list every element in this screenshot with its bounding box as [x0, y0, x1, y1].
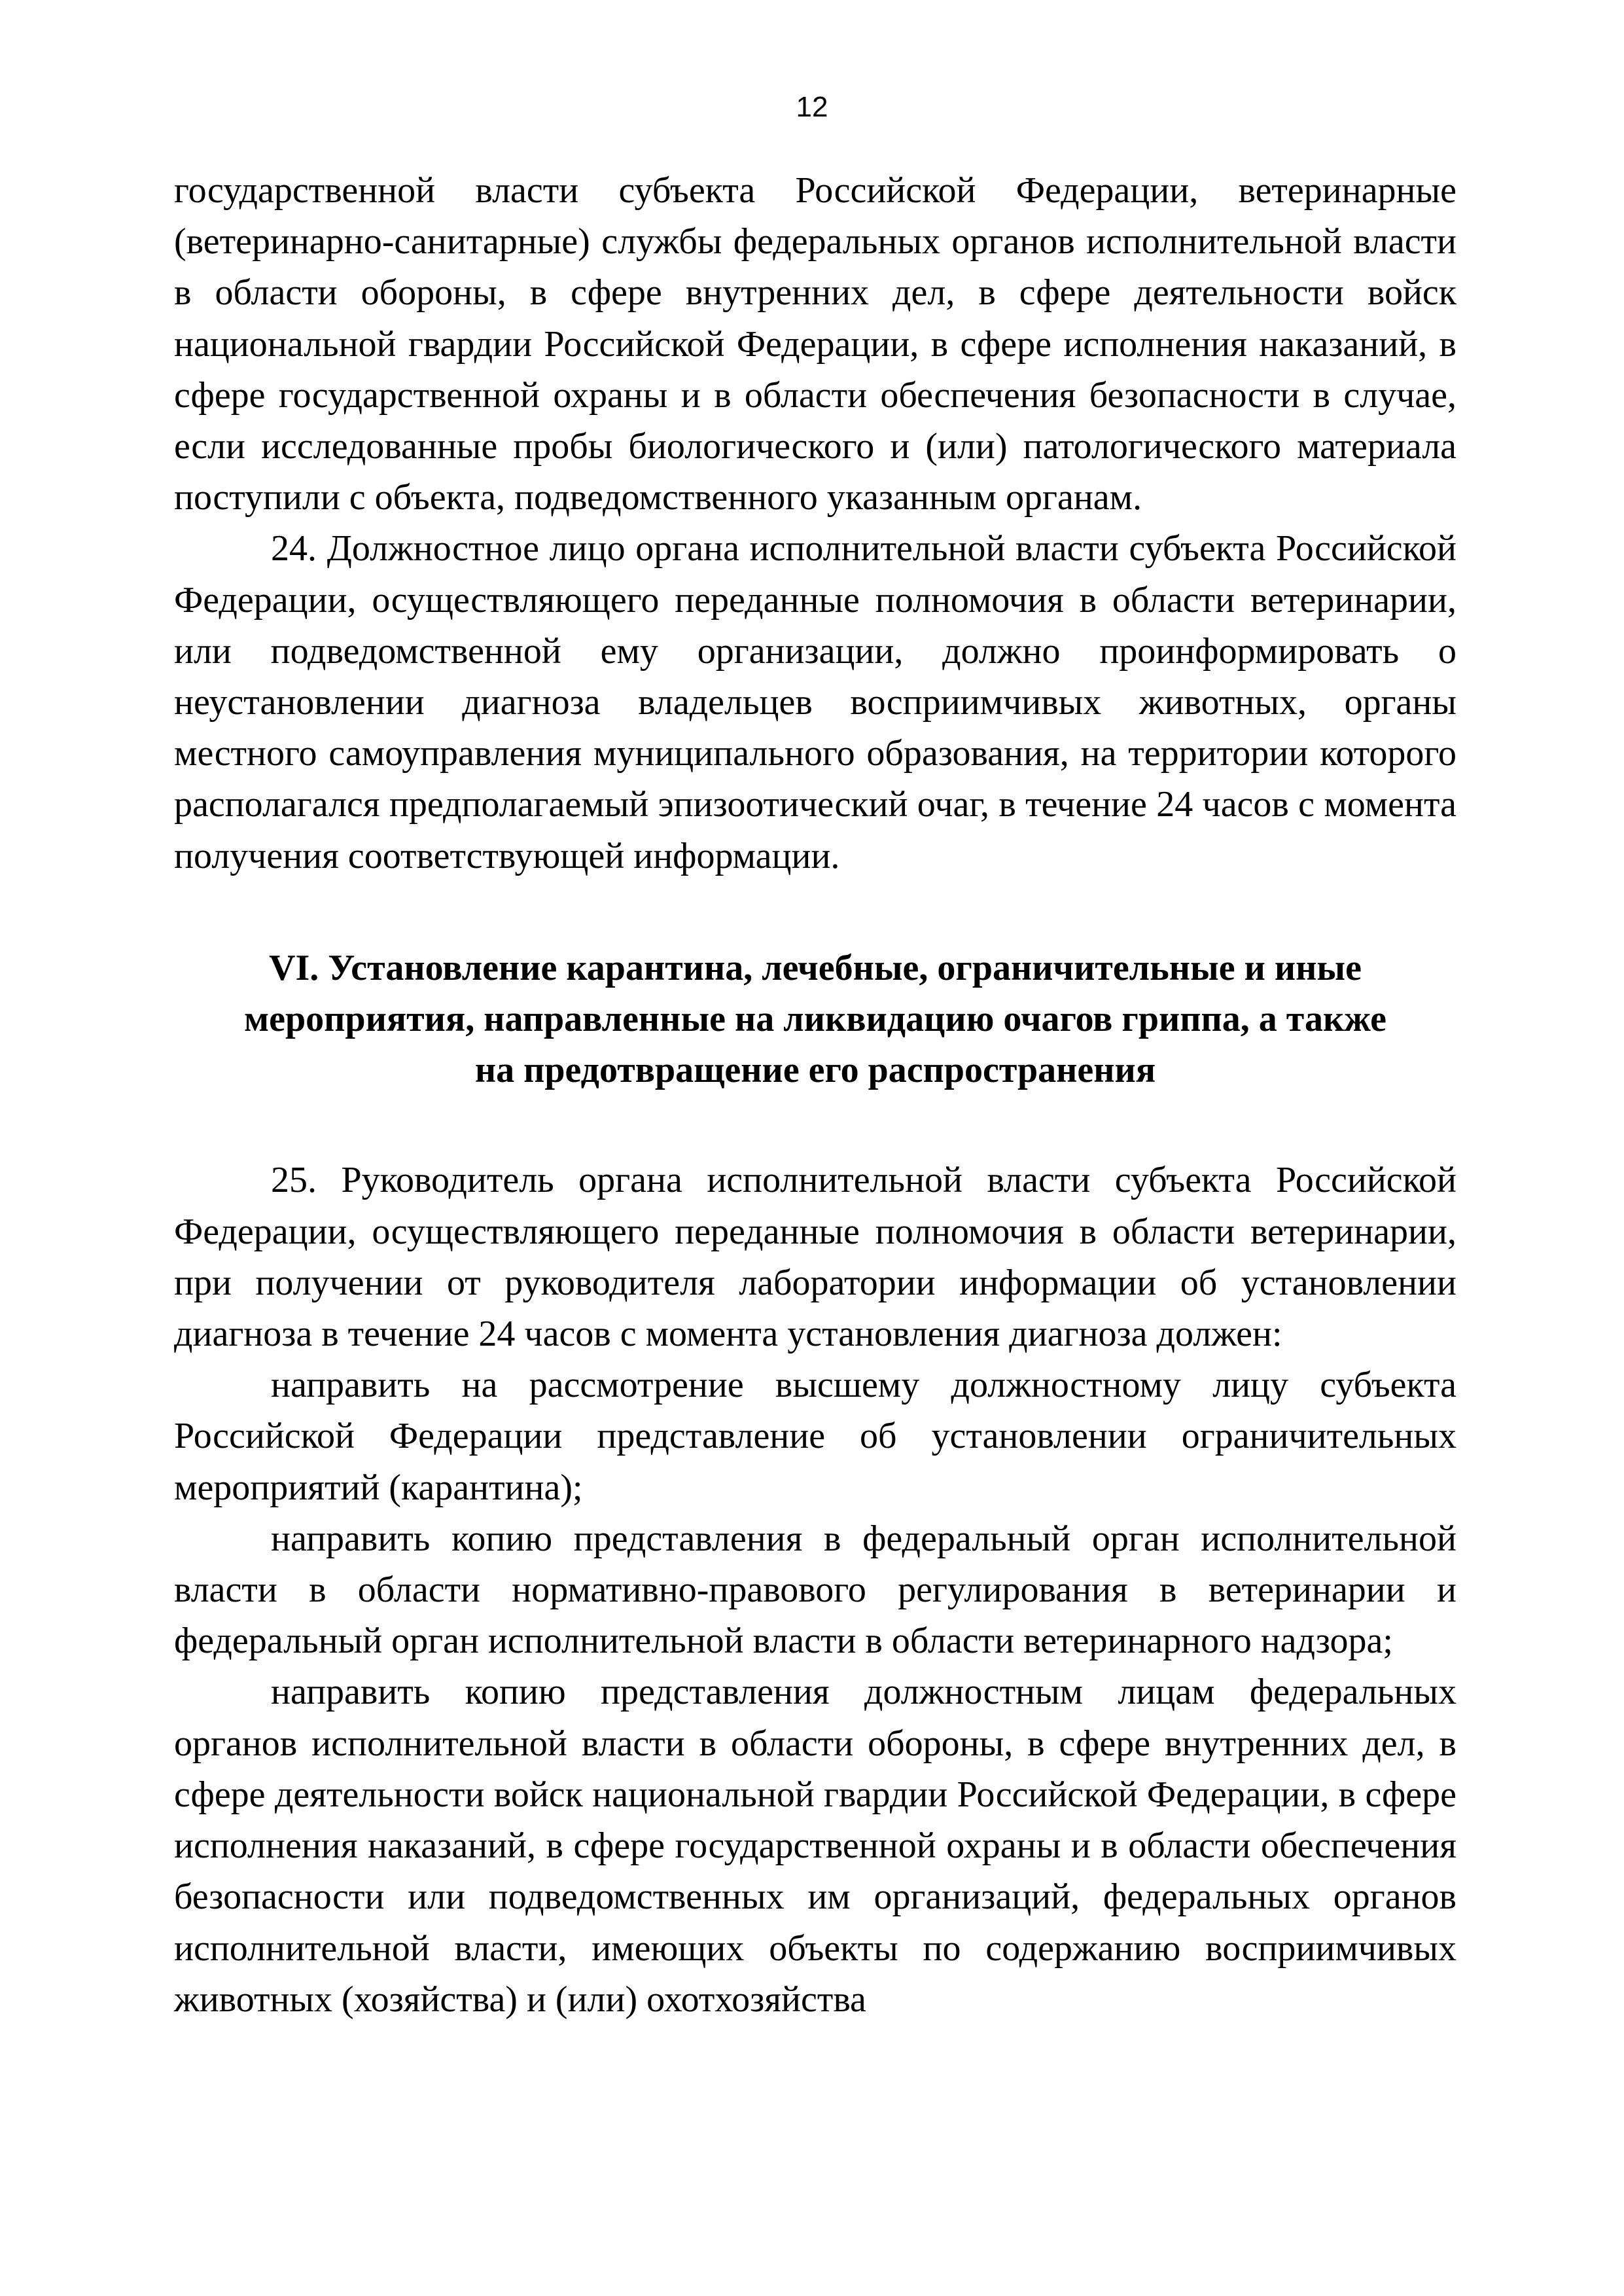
- paragraph-subitem: направить копию представления в федеральный орган исполнительной власти в области нормативно-правового регулирования в ветеринарии и федеральный орган исполнительной власти в области ветеринарного надзора;: [174, 1518, 1456, 1662]
- paragraph-subitem: направить на рассмотрение высшему должностному лицу субъекта Российской Федерации представление об установлении ограничительных мероприятий (карантина);: [174, 1365, 1456, 1508]
- section-heading-line: мероприятия, направленные на ликвидацию очагов гриппа, а также: [244, 999, 1386, 1040]
- section-heading: [174, 942, 1456, 1096]
- section-heading-line: VI. Установление карантина, лечебные, ограничительные и иные: [269, 947, 1362, 988]
- page-number: 12: [796, 91, 828, 123]
- document-body: [174, 165, 1456, 2025]
- paragraph-subitem: направить копию представления должностным лицам федеральных органов исполнительной власти в области обороны, в сфере внутренних дел, в сфере деятельности войск национальной гвардии Российской Федерации, в сфере исполнения наказаний, в сфере государственной охраны и в области обеспечения безопасности или подведомственных им организаций, федеральных органов исполнительной власти, имеющих объекты по содержанию восприимчивых животных (хозяйства) и (или) охотхозяйства: [174, 1672, 1456, 2020]
- paragraph-item-25: 25. Руководитель органа исполнительной власти субъекта Российской Федерации, осуществляющего переданные полномочия в области ветеринарии, при получении от руководителя лаборатории информации об установлении диагноза в течение 24 часов с момента установления диагноза должен:: [174, 1160, 1456, 1355]
- section-heading-line: на предотвращение его распространения: [474, 1050, 1156, 1091]
- paragraph-item-24: 24. Должностное лицо органа исполнительной власти субъекта Российской Федерации, осуществляющего переданные полномочия в области ветеринарии, или подведомственной ему организации, должно проинформировать о неустановлении диагноза владельцев восприимчивых животных, органы местного самоуправления муниципального образования, на территории которого располагался предполагаемый эпизоотический очаг, в течение 24 часов с момента получения соответствующей информации.: [174, 528, 1456, 876]
- paragraph-continuation: государственной власти субъекта Российской Федерации, ветеринарные (ветеринарно-санитарные) службы федеральных органов исполнительной власти в области обороны, в сфере внутренних дел, в сфере деятельности войск национальной гвардии Российской Федерации, в сфере исполнения наказаний, в сфере государственной охраны и в области обеспечения безопасности в случае, если исследованные пробы биологического и (или) патологического материала поступили с объекта, подведомственного указанным органам.: [174, 170, 1456, 518]
